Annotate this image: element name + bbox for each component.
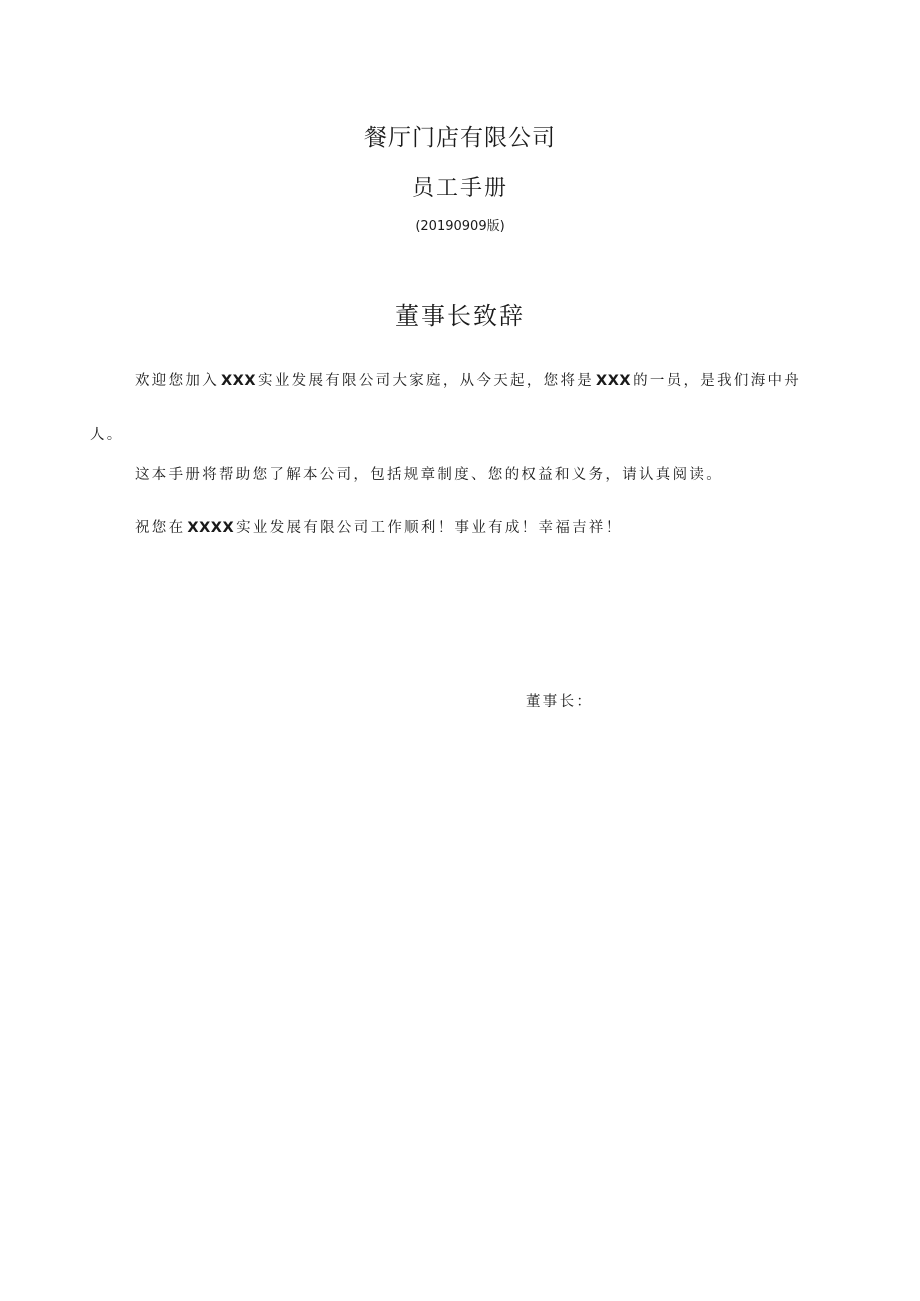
brand-name: XXX xyxy=(596,373,632,389)
brand-name: XXX xyxy=(221,373,257,389)
welcome-paragraph xyxy=(90,354,830,462)
wishes-text-2: 实业发展有限公司工作顺利！事业有成！幸福吉祥！ xyxy=(236,520,623,536)
speech-title: 董事长致辞 xyxy=(395,302,525,330)
signature-label: 董事长： xyxy=(526,694,594,710)
wishes-paragraph xyxy=(135,515,835,541)
brand-name: XXXX xyxy=(187,520,235,536)
handbook-intro-paragraph: 这本手册将帮助您了解本公司，包括规章制度、您的权益和义务，请认真阅读。 xyxy=(135,467,723,483)
handbook-title: 员工手册 xyxy=(411,176,508,201)
welcome-text-2: 实业发展有限公司大家庭，从今天起，您将是 xyxy=(258,373,595,389)
edition-label: (20190909版) xyxy=(415,219,505,234)
welcome-text-1: 欢迎您加入 xyxy=(135,373,219,389)
welcome-text-3: 的一员，是我们海中舟人。 xyxy=(90,373,802,443)
wishes-text-1: 祝您在 xyxy=(135,520,186,536)
company-name: 餐厅门店有限公司 xyxy=(364,125,556,151)
